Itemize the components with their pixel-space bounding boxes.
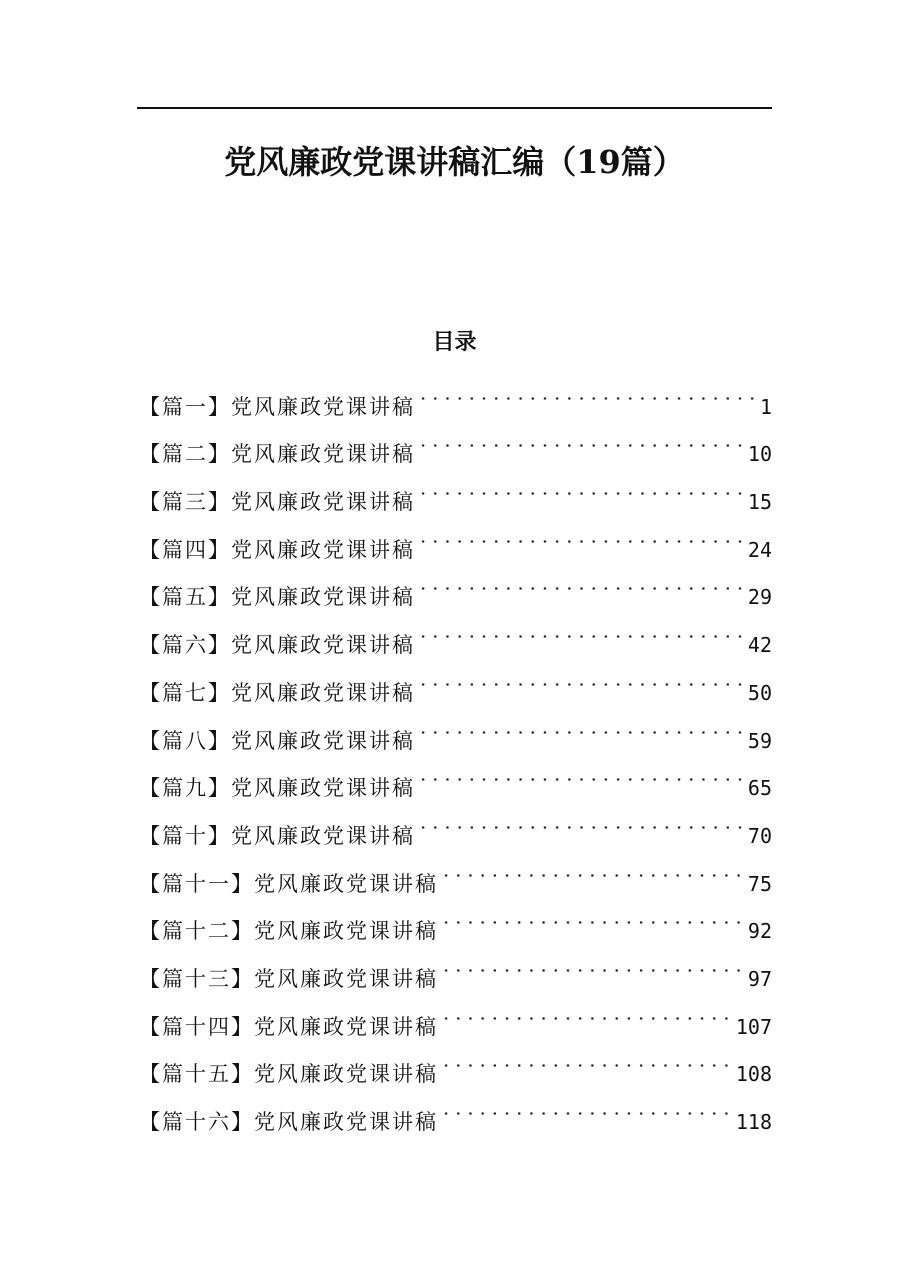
toc-entry-label: 【篇十二】党风廉政党课讲稿 — [139, 919, 438, 944]
toc-leader-dots — [440, 843, 746, 891]
toc-entry-page: 29 — [747, 585, 772, 610]
toc-leader-dots — [417, 557, 746, 605]
document-title: 党风廉政党课讲稿汇编（19篇） — [224, 143, 685, 181]
toc-entry-label: 【篇二】党风廉政党课讲稿 — [139, 442, 415, 467]
toc-entry-label: 【篇十三】党风廉政党课讲稿 — [139, 966, 438, 991]
toc-entry-label: 【篇四】党风廉政党课讲稿 — [139, 537, 415, 562]
toc-entry-label: 【篇九】党风廉政党课讲稿 — [139, 776, 415, 801]
toc-entry-page: 15 — [747, 490, 772, 515]
toc-leader-dots — [417, 604, 746, 652]
toc-entry-page: 65 — [747, 776, 772, 801]
toc-entry-page: 24 — [747, 537, 772, 562]
toc-entry-page: 70 — [747, 823, 772, 848]
toc-heading: 目录 — [432, 329, 477, 355]
toc-entry-page: 50 — [747, 680, 772, 705]
toc-leader-dots — [417, 652, 746, 700]
toc-entry-label: 【篇一】党风廉政党课讲稿 — [139, 394, 415, 419]
toc-entry-page: 108 — [735, 1062, 772, 1087]
toc-entry-label: 【篇十】党风廉政党课讲稿 — [139, 823, 415, 848]
toc-entry-label: 【篇十一】党风廉政党课讲稿 — [139, 871, 438, 896]
toc-entry-1[interactable] — [139, 366, 772, 419]
toc-leader-dots — [417, 414, 746, 462]
toc-entry-label: 【篇七】党风廉政党课讲稿 — [139, 680, 415, 705]
toc-leader-dots — [440, 1081, 734, 1129]
toc-leader-dots — [440, 1034, 734, 1082]
toc-entry-label: 【篇十四】党风廉政党课讲稿 — [139, 1014, 438, 1039]
toc-leader-dots — [440, 986, 734, 1034]
table-of-contents — [139, 366, 772, 1134]
toc-entry-label: 【篇十五】党风廉政党课讲稿 — [139, 1062, 438, 1087]
toc-entry-label: 【篇十六】党风廉政党课讲稿 — [139, 1110, 438, 1134]
header-rule — [137, 107, 772, 109]
toc-entry-page: 1 — [759, 394, 772, 419]
toc-entry-page: 118 — [735, 1110, 772, 1134]
toc-entry-page: 75 — [747, 871, 772, 896]
toc-entry-label: 【篇六】党风廉政党课讲稿 — [139, 633, 415, 658]
toc-entry-page: 42 — [747, 633, 772, 658]
toc-leader-dots — [417, 366, 758, 414]
toc-leader-dots — [440, 891, 746, 939]
toc-entry-page: 10 — [747, 442, 772, 467]
toc-leader-dots — [440, 938, 746, 986]
toc-entry-label: 【篇三】党风廉政党课讲稿 — [139, 490, 415, 515]
toc-entry-label: 【篇八】党风廉政党课讲稿 — [139, 728, 415, 753]
toc-entry-page: 92 — [747, 919, 772, 944]
toc-entry-label: 【篇五】党风廉政党课讲稿 — [139, 585, 415, 610]
toc-leader-dots — [417, 748, 746, 796]
toc-leader-dots — [417, 700, 746, 748]
toc-entry-page: 97 — [747, 966, 772, 991]
toc-entry-page: 107 — [735, 1014, 772, 1039]
toc-leader-dots — [417, 795, 746, 843]
toc-leader-dots — [417, 509, 746, 557]
toc-entry-page: 59 — [747, 728, 772, 753]
toc-leader-dots — [417, 461, 746, 509]
